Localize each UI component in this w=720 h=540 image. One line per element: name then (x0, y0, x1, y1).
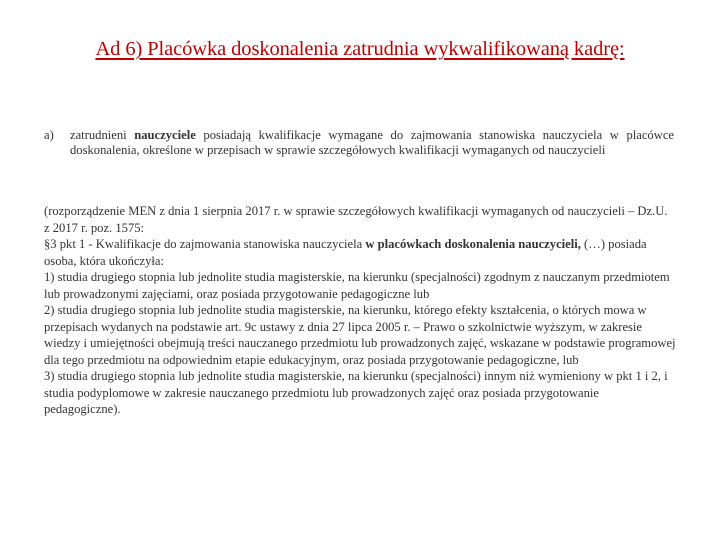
regulation-item-2: 2) studia drugiego stopnia lub jednolite studia magisterskie, na kierunku, którego efekty kształcenia, o których mowa w przepisach wydanych na podstawie art. 9c ustawy z dnia 27 lipca 2005 r. – Prawo o szkolnictwie wyższym, w zakresie wiedzy i umiejętności obejmują treści nauczanego przedmiotu lub prowadzonych zajęć, wskazane w podstawie programowej dla tego przedmiotu na odpowiednim etapie edukacyjnym, oraz posiada przygotowanie pedagogiczne, lub (44, 303, 676, 367)
regulation-intro: (rozporządzenie MEN z dnia 1 sierpnia 2017 r. w sprawie szczegółowych kwalifikacji wymaganych od nauczycieli – Dz.U. z 2017 r. poz. 1575: (44, 204, 668, 235)
point-a-marker: a) (44, 128, 54, 142)
point-a-text-bold: nauczyciele (134, 128, 196, 142)
regulation-item-1: 1) studia drugiego stopnia lub jednolite studia magisterskie, na kierunku (specjalności) zgodnym z nauczanym przedmiotem lub prowadzonymi zajęciami, oraz posiada przygotowanie pedagogiczne lub (44, 270, 670, 301)
regulation-paragraph (44, 236, 676, 269)
point-a (44, 128, 674, 159)
regulation-item-3: 3) studia drugiego stopnia lub jednolite studia magisterskie, na kierunku (specjalności) innym niż wymieniony w pkt 1 i 2, i studia podyplomowe w zakresie nauczanego przedmiotu lub prowadzonych zajęć oraz posiada przygotowanie pedagogiczne). (44, 369, 668, 416)
regulation-block (44, 203, 676, 418)
regulation-paragraph-post: (…) posiada osoba, która ukończyła: (44, 237, 647, 268)
point-a-text-after: posiadają kwalifikacje wymagane do zajmowania stanowiska nauczyciela w placówce doskonalenia, określone w przepisach w sprawie szczegółowych kwalifikacji wymaganych od nauczycieli (70, 128, 674, 158)
regulation-paragraph-bold: w placówkach doskonalenia nauczycieli, (365, 237, 581, 251)
slide-title: Ad 6) Placówka doskonalenia zatrudnia wykwalifikowaną kadrę: (95, 38, 625, 60)
point-a-text-before: zatrudnieni (70, 128, 135, 142)
regulation-paragraph-pre: §3 pkt 1 - Kwalifikacje do zajmowania stanowiska nauczyciela (44, 237, 366, 251)
point-a-text (70, 128, 674, 159)
